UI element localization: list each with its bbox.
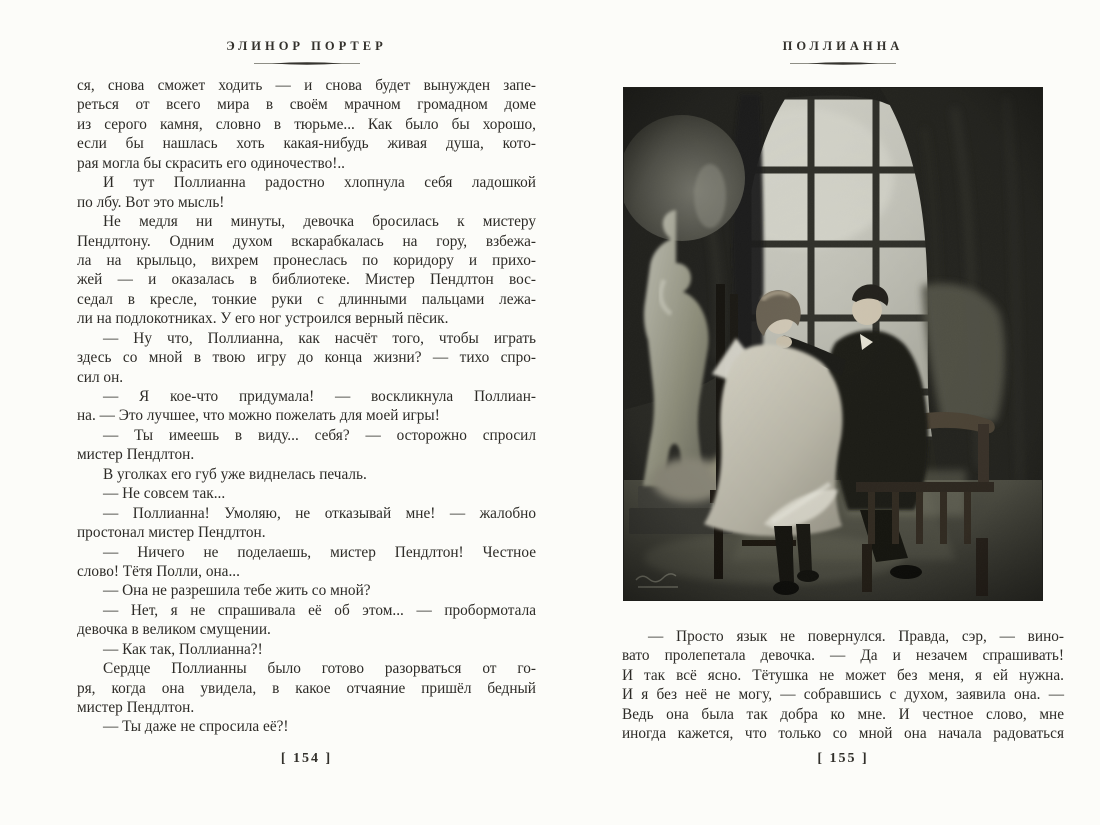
text-line: мистер Пендлтон. bbox=[77, 699, 195, 716]
text-line: рая могла бы скрасить его одиночество!.. bbox=[77, 154, 345, 172]
paragraph bbox=[77, 640, 536, 659]
paragraph bbox=[77, 659, 536, 717]
vignette bbox=[624, 88, 1042, 600]
header-rule bbox=[788, 60, 898, 67]
text-line: И я без неё не могу, — собравшись с духом, заявила она. — bbox=[622, 686, 1064, 704]
text-line: жей — и оказалась в библиотеке. Мистер Пендлтон вос- bbox=[77, 271, 536, 289]
text-line: мистер Пендлтон. bbox=[77, 446, 195, 464]
paragraph bbox=[77, 581, 536, 600]
text-line: ся, снова сможет ходить — и снова будет вынужден запе- bbox=[77, 77, 536, 94]
left-page-text bbox=[77, 76, 536, 737]
text-line: из серого камня, словно в тюрьме... Как было бы хорошо, bbox=[77, 115, 536, 133]
paragraph bbox=[77, 465, 536, 484]
text-line: — Как так, Поллианна?! bbox=[103, 640, 263, 658]
text-line: сил он. bbox=[77, 368, 124, 386]
paragraph bbox=[77, 426, 536, 465]
running-head-author: ЭЛИНОР ПОРТЕР bbox=[226, 39, 387, 53]
text-line: седал в кресле, тонкие руки с длинными пальцами лежа- bbox=[77, 290, 536, 308]
right-page-text bbox=[622, 627, 1064, 744]
paragraph bbox=[77, 717, 536, 736]
text-line: вато пролепетала девочка. — Да и незачем спрашивать! bbox=[622, 647, 1064, 665]
text-line: — Она не разрешила тебе жить со мной? bbox=[103, 582, 371, 600]
paragraph bbox=[77, 543, 536, 582]
text-line: — Я кое-что придумала! — воскликнула Поллиан- bbox=[103, 388, 536, 405]
illustration-plate bbox=[623, 87, 1043, 601]
text-line: — Ну что, Поллианна, как насчёт того, чтобы играть bbox=[103, 329, 536, 347]
text-line: Не медля ни минуты, девочка бросилась к мистеру bbox=[103, 213, 536, 231]
text-line: здесь со мной в твою игру до конца жизни? — тихо спро- bbox=[77, 349, 536, 367]
text-line: если бы нашлась хоть какая-нибудь живая душа, кото- bbox=[77, 135, 536, 153]
text-line: реться от всего мира в своём мрачном громадном доме bbox=[77, 96, 536, 114]
paragraph bbox=[77, 329, 536, 387]
paragraph bbox=[622, 627, 1064, 744]
text-line: Ведь она была так добра ко мне. И честное слово, мне bbox=[622, 705, 1064, 723]
header-rule bbox=[252, 60, 362, 67]
text-line: В уголках его губ уже виднелась печаль. bbox=[103, 465, 367, 483]
text-line: — Поллианна! Умоляю, не отказывай мне! — жалобно bbox=[103, 504, 536, 522]
text-line: Сердце Поллианны было готово разорваться от го- bbox=[103, 660, 536, 678]
text-line: — Ничего не поделаешь, мистер Пендлтон! Честное bbox=[103, 543, 536, 561]
text-line: девочка в великом смущении. bbox=[77, 621, 271, 639]
text-line: по лбу. Вот это мысль! bbox=[77, 193, 225, 211]
right-page bbox=[550, 0, 1100, 825]
text-line: простонал мистер Пендлтон. bbox=[77, 524, 266, 542]
page-number-right: [ 155 ] bbox=[817, 751, 869, 766]
text-line: — Просто язык не повернулся. Правда, сэр, — вино- bbox=[648, 628, 1064, 645]
paragraph bbox=[77, 212, 536, 329]
text-line: — Ты имеешь в виду... себя? — осторожно спросил bbox=[103, 426, 536, 444]
text-line: иногда кажется, что только со мной она начала радоваться bbox=[622, 725, 1064, 743]
text-line: И так всё ясно. Тётушка не может без меня, я ей нужна. bbox=[622, 666, 1064, 684]
text-line: — Ты даже не спросила её?! bbox=[103, 718, 289, 736]
paragraph bbox=[77, 484, 536, 503]
text-line: ря, когда она увидела, в какое отчаяние пришёл бедный bbox=[77, 679, 536, 697]
text-line: слово! Тётя Полли, она... bbox=[77, 562, 240, 580]
paragraph bbox=[77, 601, 536, 640]
text-line: Пендлтону. Одним духом вскарабкалась на гору, взбежа- bbox=[77, 232, 536, 250]
running-head-title: ПОЛЛИАННА bbox=[782, 39, 904, 53]
text-line: — Не совсем так... bbox=[103, 485, 226, 503]
text-line: И тут Поллианна радостно хлопнула себя ладошкой bbox=[103, 174, 536, 192]
paragraph bbox=[77, 387, 536, 426]
paragraph bbox=[77, 504, 536, 543]
illustration-scene bbox=[624, 88, 1042, 600]
text-line: на. — Это лучшее, что можно пожелать для моей игры! bbox=[77, 407, 440, 425]
paragraph bbox=[77, 173, 536, 212]
text-line: ли на подлокотниках. У его ног устроился верный пёсик. bbox=[77, 310, 449, 328]
text-line: — Нет, я не спрашивала её об этом... — пробормотала bbox=[103, 601, 536, 619]
text-line: ла на крыльцо, вихрем пронеслась по коридору и прихо- bbox=[77, 251, 536, 269]
paragraph bbox=[77, 76, 536, 173]
page-number-left: [ 154 ] bbox=[280, 751, 333, 766]
